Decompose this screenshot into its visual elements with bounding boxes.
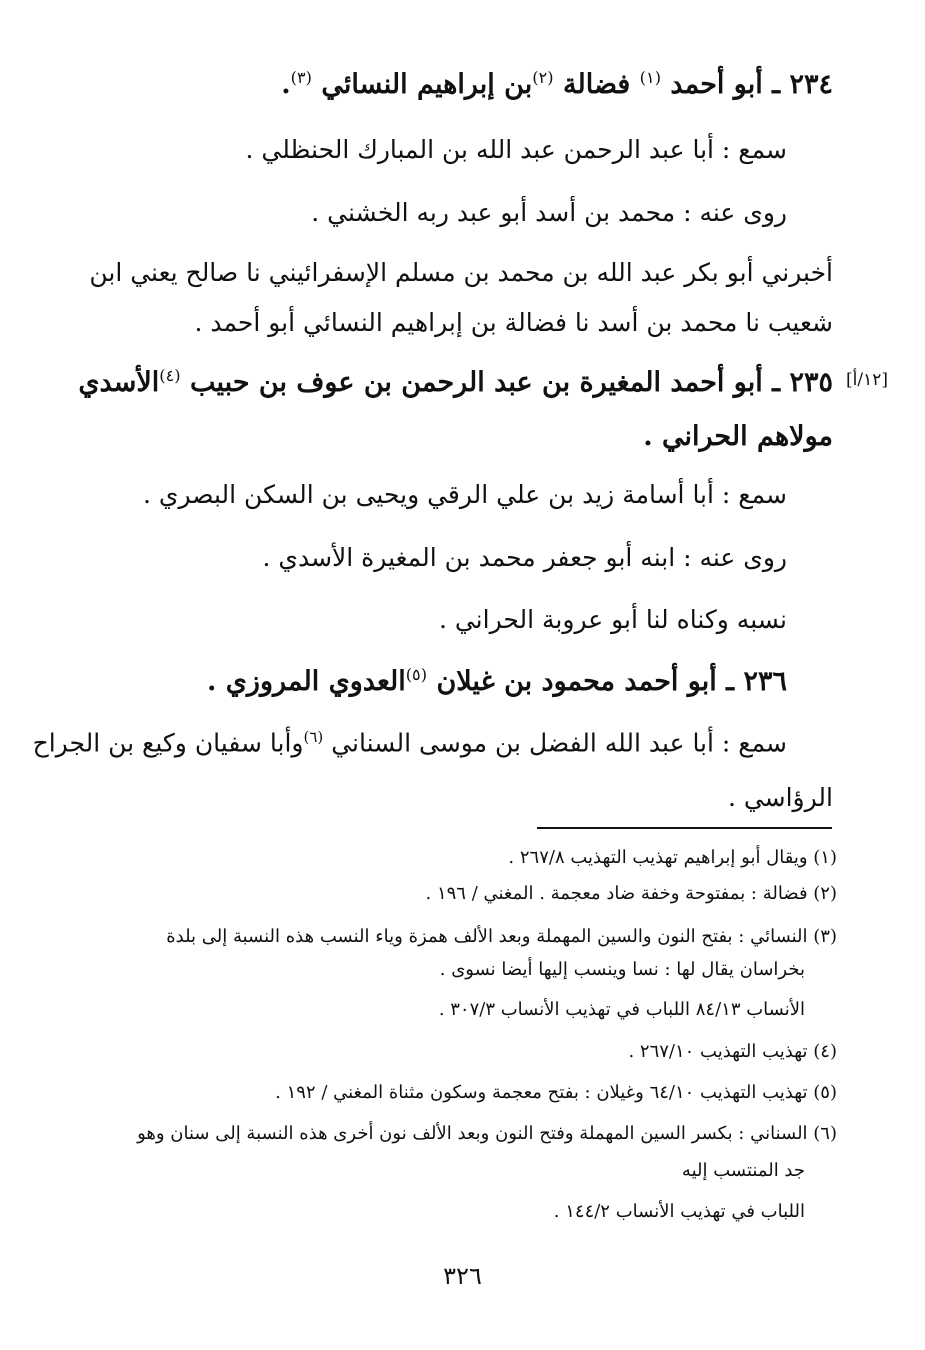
entry-235-heard: سمع : أبا أسامة زيد بن علي الرقي ويحيى بن السكن البصري . xyxy=(143,480,787,509)
footnote-6-line-3: اللباب في تهذيب الأنساب ١٤٤/٢ . xyxy=(553,1201,805,1222)
footnote-5: (٥) تهذيب التهذيب ٦٤/١٠ وغيلان : بفتح معجمة وسكون مثناة المغني / ١٩٢ . xyxy=(275,1082,837,1103)
entry-236-heard-2: الرؤاسي . xyxy=(727,783,833,812)
entry-236-heading: ٢٣٦ ـ أبو أحمد محمود بن غيلان $^{(٥)}$العدوي المروزي . xyxy=(206,665,787,697)
footnote-3-line-1: (٣) النسائي : بفتح النون والسين المهملة وبعد الألف همزة وياء النسب هذه النسبة إلى بلدة xyxy=(166,926,837,947)
footnote-3-line-2: بخراسان يقال لها : نسا وينسب إليها أيضا نسوى . xyxy=(439,959,805,980)
entry-234-isnad-1: أخبرني أبو بكر عبد الله بن محمد بن مسلم الإسفرائيني نا صالح يعني ابن xyxy=(89,258,833,287)
entry-234-isnad-2: شعيب نا محمد بن أسد نا فضالة بن إبراهيم النسائي أبو أحمد . xyxy=(194,308,833,337)
entry-234-narrated: روى عنه : محمد بن أسد أبو عبد ربه الخشني . xyxy=(311,198,787,227)
footnote-6-line-1: (٦) السناني : بكسر السين المهملة وفتح النون وبعد الألف نون أخرى هذه النسبة إلى سنان وهو xyxy=(137,1123,837,1144)
entry-234-heard: سمع : أبا عبد الرحمن عبد الله بن المبارك الحنظلي . xyxy=(245,135,787,164)
footnote-3-line-3: الأنساب ٨٤/١٣ اللباب في تهذيب الأنساب ٣٠٧/٣ . xyxy=(438,999,805,1020)
footnote-4: (٤) تهذيب التهذيب ٢٦٧/١٠ . xyxy=(628,1041,837,1062)
entry-235-heading-cont: مولاهم الحراني . xyxy=(643,421,833,452)
entry-235-narrated: روى عنه : ابنه أبو جعفر محمد بن المغيرة الأسدي . xyxy=(262,543,787,572)
footnote-1: (١) ويقال أبو إبراهيم تهذيب التهذيب ٢٦٧/٨ . xyxy=(508,847,837,868)
entry-236-heard-1: سمع : أبا عبد الله الفضل بن موسى السناني $^{(٦)}$وأبا سفيان وكيع بن الجراح xyxy=(32,728,787,758)
footnote-6-line-2: جد المنتسب إليه xyxy=(681,1160,805,1181)
page-number: ٣٢٦ xyxy=(443,1262,482,1290)
entry-235-heading: ٢٣٥ ـ أبو أحمد المغيرة بن عبد الرحمن بن عوف بن حبيب $^{(٤)}$الأسدي xyxy=(78,366,833,398)
footnote-divider xyxy=(537,827,832,829)
manuscript-folio-marker: [١٢/أ] xyxy=(846,370,888,390)
entry-235-lineage: نسبه وكناه لنا أبو عروبة الحراني . xyxy=(438,605,787,634)
footnote-2: (٢) فضالة : بمفتوحة وخفة ضاد معجمة . المغني / ١٩٦ . xyxy=(425,883,837,904)
entry-234-heading: ٢٣٤ ـ أبو أحمد $^{(١)}$ فضالة $^{(٢)}$بن إبراهيم النسائي $^{(٣)}$. xyxy=(281,68,833,100)
